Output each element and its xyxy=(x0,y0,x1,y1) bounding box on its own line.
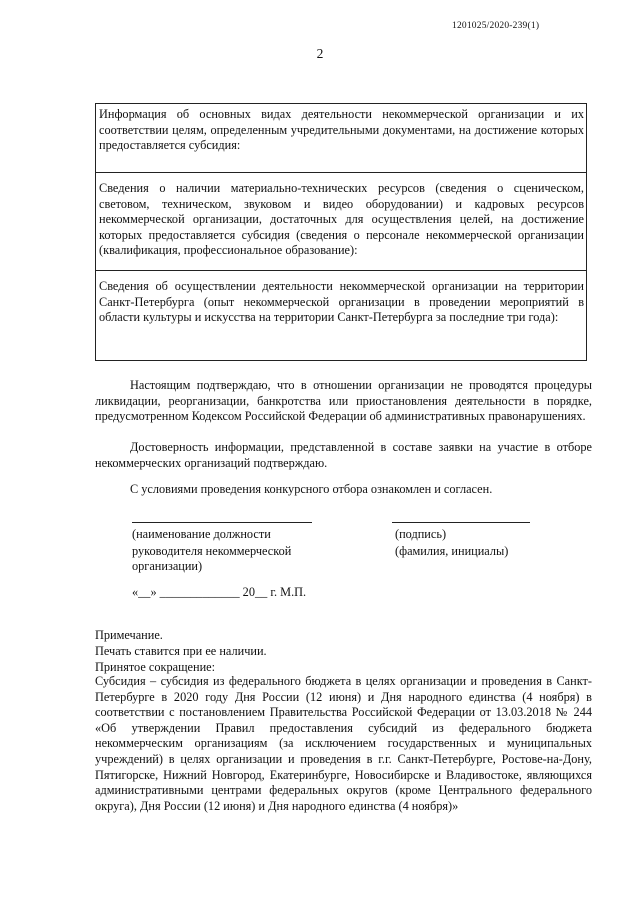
reliability-paragraph: Достоверность информации, представленной в составе заявки на участие в отборе некоммерческих организаций подтверждаю. xyxy=(95,440,592,470)
note-abbreviation-text: Субсидия – субсидия из федерального бюджета в целях организации и проведения в Санкт-Петербурге в 2020 году Дня России (12 июня) и Дня народного единства (4 ноября) в соответствии с постановлением Правительства Российской Федерации от 13.03.2018 № 244 «Об утверждении Правил предоставления субсидий из федерального бюджета некоммерческим организациям (за исключением государственных и муниципальных учреждений) в целях организации и проведения в г.г. Санкт-Петербурге, Ростове-на-Дону, Пятигорске, Нижний Новгород, Екатеринбурге, Новосибирске и Владивостоке, являющихся административными центрами федеральных округов (кроме Центрального федерального округа), Дня России (12 июня) и Дня народного единства (4 ноября)» xyxy=(95,674,592,813)
position-caption-1: (наименование должности xyxy=(132,527,271,541)
signature-caption: (подпись) xyxy=(395,527,447,541)
note-title: Примечание. xyxy=(95,628,163,642)
position-caption-2: руководителя некоммерческой xyxy=(132,544,292,558)
info-box-activities-text: Информация об основных видах деятельности некоммерческой организации и их соответствии целям, определенным учредительными документами, на достижение которых предоставляется субсидия: xyxy=(99,107,584,153)
note-line-stamp: Печать ставится при ее наличии. xyxy=(95,644,267,658)
info-box-activities xyxy=(95,103,587,173)
info-box-resources-text: Сведения о наличии материально-технических ресурсов (сведения о сценическом, световом, техническом, звуковом и видео оборудовании) и кадровых ресурсов некоммерческой организации, достаточных для осуществления целей, на достижение которых предоставляется субсидия (сведения о персонале некоммерческой организации (квалификация, профессиональное образование): xyxy=(99,181,584,258)
position-signature-line xyxy=(132,522,312,523)
info-box-experience-text: Сведения об осуществлении деятельности некоммерческой организации на территории Санкт-Петербурга (опыт некоммерческой организации в проведении мероприятий в области культуры и искусства на территории Санкт-Петербурга за последние три года): xyxy=(99,279,584,325)
name-caption: (фамилия, инициалы) xyxy=(395,544,509,558)
position-caption-3: организации) xyxy=(132,559,203,573)
note-line-abbreviation: Принятое сокращение: xyxy=(95,660,216,674)
info-box-resources xyxy=(95,173,587,271)
agreement-paragraph: С условиями проведения конкурсного отбора ознакомлен и согласен. xyxy=(130,482,493,496)
document-number: 1201025/2020-239(1) xyxy=(452,21,540,31)
date-stamp-line: «__» _____________ 20__ г. М.П. xyxy=(132,585,307,599)
confirm-paragraph: Настоящим подтверждаю, что в отношении организации не проводятся процедуры ликвидации, реорганизации, банкротства или приостановления деятельности в порядке, предусмотренном Кодексом Российской Федерации об административных правонарушениях. xyxy=(95,378,592,424)
info-box-experience xyxy=(95,271,587,361)
signature-line xyxy=(392,522,530,523)
page-number: 2 xyxy=(316,46,324,61)
